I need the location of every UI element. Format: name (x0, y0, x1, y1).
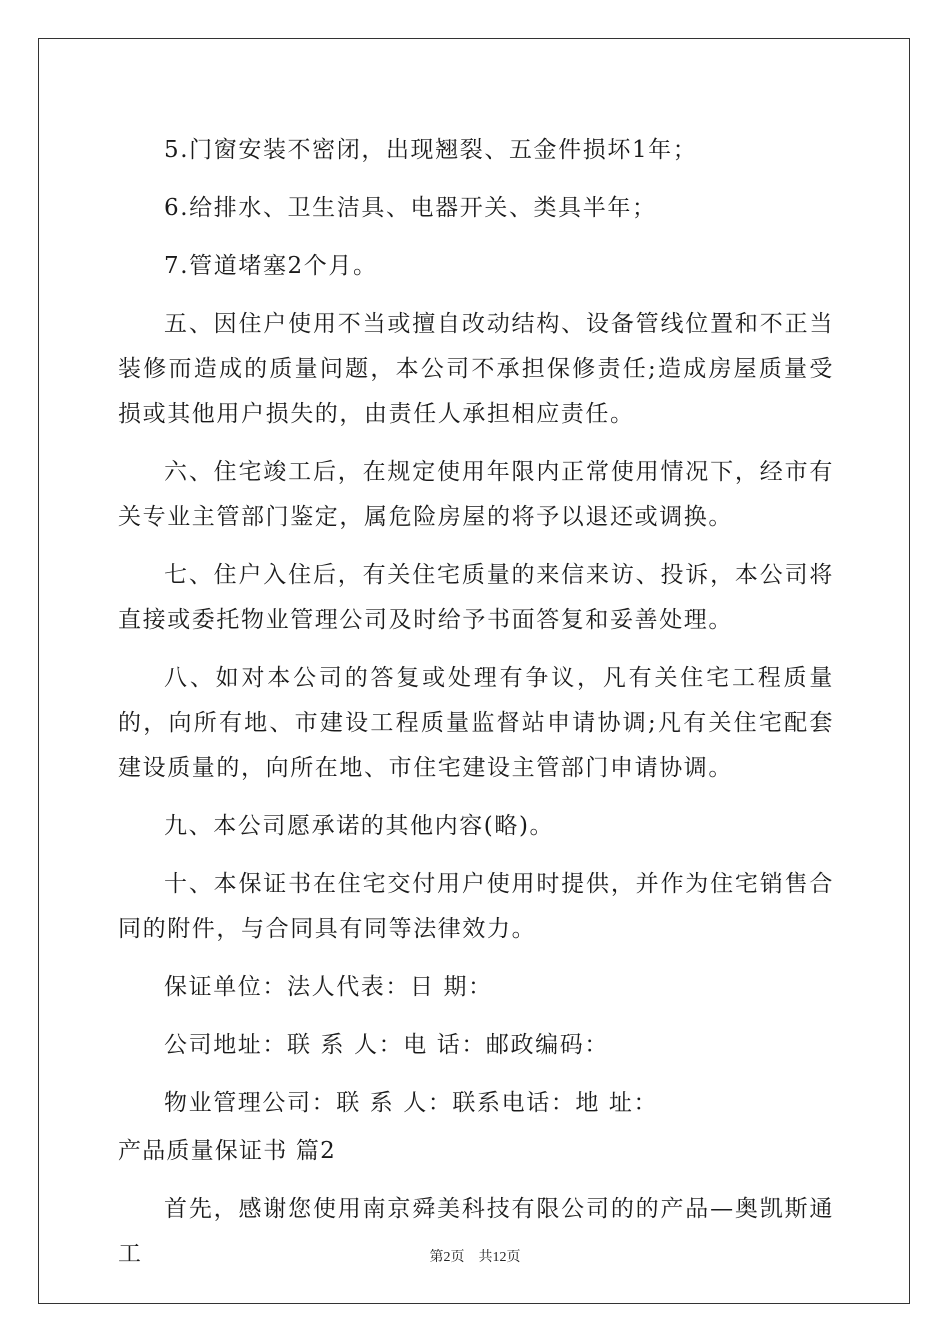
section-heading: 产品质量保证书 篇2 (118, 1138, 336, 1164)
document-body (118, 128, 834, 1290)
paragraph-clause-nine: 九、本公司愿承诺的其他内容(略)。 (164, 813, 555, 839)
intro-paragraph: 首先，感谢您使用南京舜美科技有限公司的的产品—奥凯斯通工 (118, 1196, 834, 1267)
paragraph-warranty-doors-windows: 5.门窗安装不密闭，出现翘裂、五金件损坏1年； (164, 137, 698, 163)
page-number-footer: 第2页 共12页 (429, 1250, 521, 1265)
paragraph-warranty-plumbing: 6.给排水、卫生洁具、电器开关、类具半年； (164, 195, 657, 221)
paragraph-clause-seven: 七、住户入住后，有关住宅质量的来信来访、投诉，本公司将直接或委托物业管理公司及时给予书面答复和妥善处理。 (118, 562, 834, 633)
signature-line-company-address: 公司地址：联 系 人：电 话：邮政编码： (164, 1032, 609, 1058)
paragraph-clause-five: 五、因住户使用不当或擅自改动结构、设备管线位置和不正当装修而造成的质量问题，本公司不承担保修责任;造成房屋质量受损或其他用户损失的，由责任人承担相应责任。 (118, 311, 834, 427)
signature-line-guarantor: 保证单位：法人代表：日 期： (164, 974, 493, 1000)
paragraph-clause-six: 六、住宅竣工后，在规定使用年限内正常使用情况下，经市有关专业主管部门鉴定，属危险房屋的将予以退还或调换。 (118, 459, 834, 530)
paragraph-clause-eight: 八、如对本公司的答复或处理有争议，凡有关住宅工程质量的，向所有地、市建设工程质量监督站申请协调;凡有关住宅配套建设质量的，向所在地、市住宅建设主管部门申请协调。 (118, 665, 834, 781)
signature-line-property-management: 物业管理公司：联 系 人：联系电话：地 址： (164, 1090, 659, 1116)
paragraph-warranty-pipes: 7.管道堵塞2个月。 (164, 253, 378, 279)
paragraph-clause-ten: 十、本保证书在住宅交付用户使用时提供，并作为住宅销售合同的附件，与合同具有同等法律效力。 (118, 871, 834, 942)
